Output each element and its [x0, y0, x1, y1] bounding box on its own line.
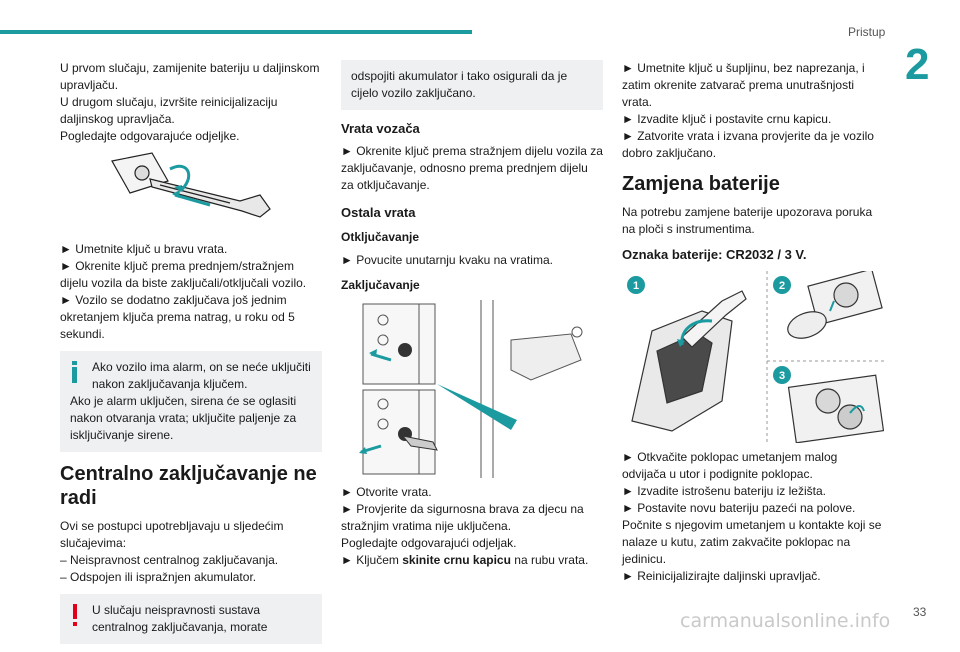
- column-3: [622, 60, 884, 585]
- col3-step-3: ► Zatvorite vrata i izvana provjerite da je vozilo dobro zaključano.: [622, 129, 874, 160]
- chapter-number: 2: [905, 40, 930, 89]
- heading-locking: Zaključavanje: [341, 278, 420, 292]
- lock-step-3: Pogledajte odgovarajući odjeljak.: [341, 536, 517, 550]
- badge-1: 1: [632, 280, 640, 292]
- page-number: 33: [913, 605, 927, 619]
- intro-line-1: U prvom slučaju, zamijenite bateriju u daljinskom upravljaču.: [60, 61, 320, 92]
- column-2: [341, 60, 603, 569]
- warning-note: [60, 594, 322, 644]
- door-lock-illustration: [341, 300, 603, 478]
- heading-other-doors: Ostala vrata: [341, 205, 416, 220]
- cases-intro: Ovi se postupci upotrebljavaju u sljedećim slučajevima:: [60, 519, 284, 550]
- driver-step: ► Okrenite ključ prema stražnjem dijelu vozila za zaključavanje, odnosno prema prednjem dijelu za otključavanje.: [341, 144, 603, 192]
- heading-central-locking: Centralno zaključavanje ne radi: [60, 463, 317, 509]
- step-3: ► Vozilo se dodatno zaključava još jednim okretanjem ključa prema natrag, u roku od 5 sekundi.: [60, 293, 295, 341]
- badge-2: 2: [778, 280, 786, 292]
- step-1: ► Umetnite ključ u bravu vrata.: [60, 242, 228, 256]
- key-in-lock-illustration: [60, 151, 322, 235]
- badge-3: 3: [778, 370, 786, 382]
- heading-driver-door: Vrata vozača: [341, 121, 420, 136]
- col3-step-2: ► Izvadite ključ i postavite crnu kapicu.: [622, 112, 832, 126]
- battery-step-5: ► Reinicijalizirajte daljinski upravljač.: [622, 569, 821, 583]
- warning-note-text: U slučaju neispravnosti sustava centralnog zaključavanja, morate: [92, 603, 268, 634]
- battery-step-2: ► Izvadite istrošenu bateriju iz ležišta.: [622, 484, 826, 498]
- case-2: – Odspojen ili ispražnjen akumulator.: [60, 570, 257, 584]
- intro-line-2: U drugom slučaju, izvršite reinicijalizaciju daljinskog upravljača.: [60, 95, 278, 126]
- battery-step-1: ► Otkvačite poklopac umetanjem malog odvijača u utor i podignite poklopac.: [622, 450, 838, 481]
- column-1: [60, 60, 322, 652]
- info-icon: [70, 361, 80, 383]
- battery-intro: Na potrebu zamjene baterije upozorava poruka na ploči s instrumentima.: [622, 205, 873, 236]
- col3-step-1: ► Umetnite ključ u šupljinu, bez naprezanja, i zatim okrenite zatvarač prema unutrašnjosti vrata.: [622, 61, 865, 109]
- case-1: – Neispravnost centralnog zaključavanja.: [60, 553, 279, 567]
- battery-replacement-illustration: [622, 271, 884, 443]
- heading-battery-replacement: Zamjena baterije: [622, 173, 780, 195]
- header-accent-bar: [0, 30, 472, 34]
- heading-unlocking: Otključavanje: [341, 230, 420, 244]
- unlock-step: ► Povucite unutarnju kvaku na vratima.: [341, 253, 553, 267]
- battery-step-3: ► Postavite novu bateriju pazeći na polove.: [622, 501, 856, 515]
- lock-step-2: ► Provjerite da sigurnosna brava za djecu na stražnjim vratima nije uključena.: [341, 502, 584, 533]
- info-note: [60, 351, 322, 452]
- intro-line-3: Pogledajte odgovarajuće odjeljke.: [60, 129, 240, 143]
- step-2: ► Okrenite ključ prema prednjem/stražnjem dijelu vozila da biste zaključali/otključali vozilo.: [60, 259, 307, 290]
- info-note-line-2: Ako je alarm uključen, sirena će se oglasiti nakon otvaranja vrata; uključite paljenje za isključivanje sirene.: [70, 394, 297, 442]
- info-note-line-1: Ako vozilo ima alarm, on se neće uključiti nakon zaključavanja ključem.: [92, 360, 311, 391]
- lock-step-1: ► Otvorite vrata.: [341, 485, 432, 499]
- section-title: Pristup: [848, 25, 886, 39]
- warning-icon: [70, 604, 80, 626]
- watermark: carmanualsonline.info: [680, 610, 891, 632]
- warning-note-continued-text: odspojiti akumulator i tako osigurali da je cijelo vozilo zaključano.: [351, 69, 568, 100]
- battery-label: Oznaka baterije: CR2032 / 3 V.: [622, 247, 807, 262]
- warning-note-continued: [341, 60, 603, 110]
- lock-step-4: ► Ključem skinite crnu kapicu na rubu vrata.: [341, 553, 589, 567]
- battery-step-4: Počnite s njegovim umetanjem u kontakte koji se nalaze u kutu, zatim zakvačite poklopac na jedinicu.: [622, 518, 882, 566]
